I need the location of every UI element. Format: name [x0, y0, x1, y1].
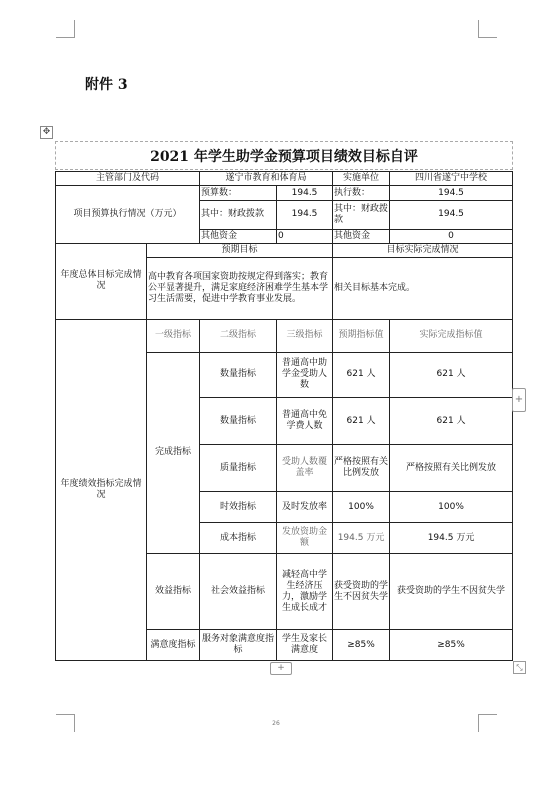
- actual-header: 目标实际完成情况: [333, 243, 513, 257]
- row-l3: 减轻高中学生经济压力，激励学生成长成才: [277, 554, 333, 630]
- row-expected: 获受资助的学生不因贫失学: [333, 554, 390, 630]
- row-actual: 194.5 万元: [390, 523, 513, 554]
- row-l3: 普通高中免学费人数: [277, 397, 333, 444]
- fin-label: 其中：财政拨款: [200, 200, 277, 229]
- dept-label: 主管部门及代码: [56, 172, 200, 186]
- actual-text: 相关目标基本完成。: [333, 258, 513, 320]
- table-row: [56, 319, 513, 352]
- budget-label-cell: 预算数：: [200, 186, 277, 200]
- unit-value: 四川省遂宁中学校: [390, 172, 513, 186]
- satisfaction-label: 满意度指标: [147, 630, 200, 661]
- row-l3: 学生及家长满意度: [277, 630, 333, 661]
- other-budget: 0: [277, 229, 333, 243]
- row-l2: 质量指标: [200, 445, 277, 492]
- header-l2: 二级指标: [200, 319, 277, 352]
- page-number: 26: [272, 720, 280, 727]
- exec-label: 执行数：: [333, 186, 390, 200]
- header-actual: 实际完成指标值: [390, 319, 513, 352]
- fin-exec: 194.5: [390, 200, 513, 229]
- row-expected: 621 人: [333, 397, 390, 444]
- row-actual: 获受资助的学生不因贫失学: [390, 554, 513, 630]
- attachment-label: 附件 3: [85, 77, 128, 93]
- row-actual: ≥85%: [390, 630, 513, 661]
- budget-value: 194.5: [277, 186, 333, 200]
- other-label: 其他资金: [200, 229, 277, 243]
- row-actual: 严格按照有关比例发放: [390, 445, 513, 492]
- row-l3: 受助人数覆盖率: [277, 445, 333, 492]
- row-l3: 发放资助金额: [277, 523, 333, 554]
- row-expected: 100%: [333, 492, 390, 523]
- annual-label: 年度总体目标完成情况: [56, 243, 147, 319]
- header-l1: 一级指标: [147, 319, 200, 352]
- table-row: [56, 186, 513, 200]
- header-expected: 预期指标值: [333, 319, 390, 352]
- row-l2: 服务对象满意度指标: [200, 630, 277, 661]
- add-row-icon[interactable]: +: [270, 662, 292, 675]
- exec-value: 194.5: [390, 186, 513, 200]
- performance-table: [55, 171, 513, 661]
- row-actual: 100%: [390, 492, 513, 523]
- fin-exec-label: 其中：财政拨款: [333, 200, 390, 229]
- other-exec: 0: [390, 229, 513, 243]
- row-l2: 时效指标: [200, 492, 277, 523]
- indicators-label: 年度绩效指标完成情况: [56, 319, 147, 660]
- row-l3: 及时发放率: [277, 492, 333, 523]
- planned-text: 高中教育各项国家资助按规定得到落实；教育公平显著提升，满足家庭经济困难学生基本学习生活需要，促进中学教育事业发展。: [147, 258, 333, 320]
- fin-budget: 194.5: [277, 200, 333, 229]
- row-actual: 621 人: [390, 352, 513, 397]
- budget-label: 项目预算执行情况（万元）: [56, 186, 200, 244]
- resize-icon[interactable]: ⤡: [513, 661, 526, 674]
- table-row: [56, 172, 513, 186]
- other-exec-label: 其他资金: [333, 229, 390, 243]
- move-icon[interactable]: ✥: [40, 126, 53, 139]
- row-l2: 社会效益指标: [200, 554, 277, 630]
- dept-value: 遂宁市教育和体育局: [200, 172, 333, 186]
- row-expected: 严格按照有关比例发放: [333, 445, 390, 492]
- page-title: 2021 年学生助学金预算项目绩效目标自评: [150, 149, 418, 165]
- unit-label: 实施单位: [333, 172, 390, 186]
- add-column-icon[interactable]: +: [512, 388, 526, 412]
- row-l2: 数量指标: [200, 352, 277, 397]
- row-l3: 普通高中助学金受助人数: [277, 352, 333, 397]
- row-l2: 成本指标: [200, 523, 277, 554]
- row-expected: 194.5 万元: [333, 523, 390, 554]
- row-l2: 数量指标: [200, 397, 277, 444]
- row-expected: ≥85%: [333, 630, 390, 661]
- completion-label: 完成指标: [147, 352, 200, 553]
- header-l3: 三级指标: [277, 319, 333, 352]
- row-expected: 621 人: [333, 352, 390, 397]
- table-row: [56, 243, 513, 257]
- planned-header: 预期目标: [147, 243, 333, 257]
- benefit-label: 效益指标: [147, 554, 200, 630]
- row-actual: 621 人: [390, 397, 513, 444]
